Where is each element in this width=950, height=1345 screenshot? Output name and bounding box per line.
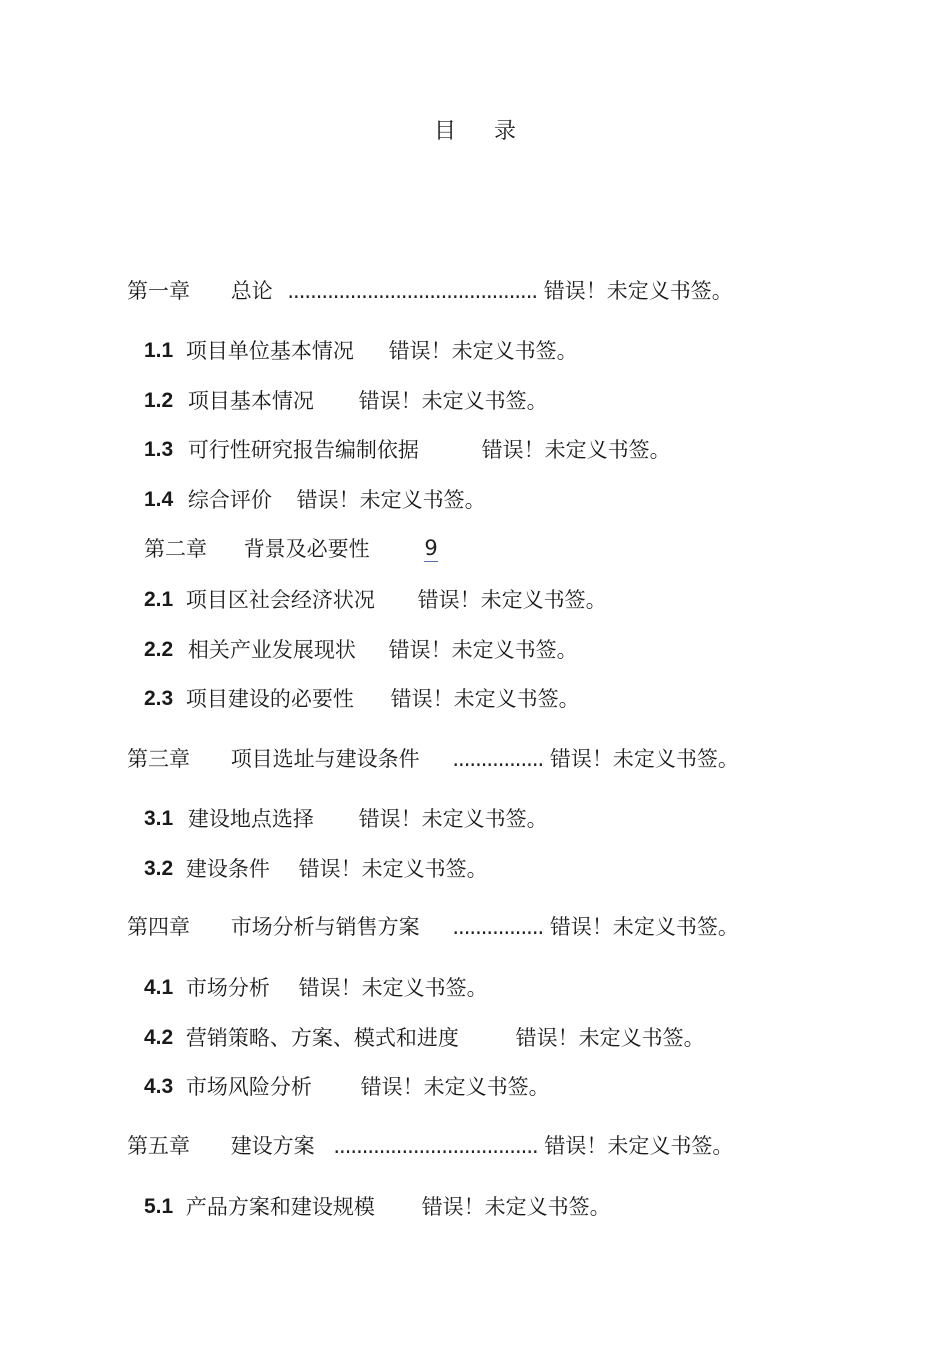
toc-entry-section[interactable] <box>144 1021 705 1055</box>
toc-entry-section[interactable] <box>144 633 578 667</box>
toc-entry-chapter-4[interactable] <box>127 910 739 944</box>
page-ref-link[interactable]: 9 <box>424 536 438 560</box>
section-number: 1.3 <box>144 438 174 461</box>
chapter-label: 第五章 <box>127 1134 190 1158</box>
page-ref[interactable]: 错误！未定义书签。 <box>358 807 548 831</box>
toc-leader: ................ <box>452 747 544 771</box>
page-ref[interactable]: 错误！未定义书签。 <box>388 638 578 662</box>
toc-leader: ............................................ <box>287 279 538 303</box>
section-title: 产品方案和建设规模 <box>185 1195 375 1219</box>
page-ref[interactable]: 错误！未定义书签。 <box>296 488 486 512</box>
section-title: 营销策略、方案、模式和进度 <box>185 1026 459 1050</box>
toc-entry-section[interactable] <box>144 1190 611 1224</box>
page-ref[interactable]: 错误！未定义书签。 <box>390 687 580 711</box>
section-number: 1.2 <box>144 389 174 412</box>
section-title: 建设地点选择 <box>187 807 314 831</box>
page-ref[interactable]: 错误！未定义书签。 <box>298 976 488 1000</box>
page-ref[interactable]: 错误！未定义书签。 <box>388 339 578 363</box>
page-ref[interactable]: 错误！未定义书签。 <box>543 279 733 303</box>
toc-title-char: 目 <box>433 119 456 144</box>
page-ref[interactable]: 错误！未定义书签。 <box>515 1026 705 1050</box>
chapter-title: 总论 <box>230 279 273 303</box>
chapter-title: 建设方案 <box>230 1134 315 1158</box>
toc-entry-section[interactable] <box>144 384 548 418</box>
page-ref[interactable]: 错误！未定义书签。 <box>358 389 548 413</box>
toc-entry-section[interactable] <box>144 682 580 716</box>
toc-entry-section[interactable] <box>144 852 488 886</box>
chapter-label: 第四章 <box>127 915 190 939</box>
toc-entry-chapter-2[interactable] <box>144 532 438 566</box>
page-ref[interactable]: 错误！未定义书签。 <box>549 915 739 939</box>
toc-entry-section[interactable] <box>144 334 578 368</box>
chapter-title: 市场分析与销售方案 <box>230 915 420 939</box>
chapter-label: 第二章 <box>144 537 207 561</box>
page-ref[interactable]: 错误！未定义书签。 <box>417 588 607 612</box>
page-ref[interactable]: 错误！未定义书签。 <box>481 438 671 462</box>
section-title: 可行性研究报告编制依据 <box>187 438 419 462</box>
section-number: 3.1 <box>144 807 174 830</box>
toc-leader: .................................... <box>333 1134 538 1158</box>
section-title: 综合评价 <box>187 488 272 512</box>
section-number: 1.4 <box>144 488 174 511</box>
chapter-label: 第三章 <box>127 747 190 771</box>
section-title: 市场分析 <box>185 976 270 1000</box>
section-title: 项目单位基本情况 <box>185 339 354 363</box>
page-ref[interactable]: 错误！未定义书签。 <box>549 747 739 771</box>
page-ref[interactable]: 错误！未定义书签。 <box>360 1075 550 1099</box>
section-title: 市场风险分析 <box>185 1075 312 1099</box>
section-title: 相关产业发展现状 <box>187 638 356 662</box>
toc-title <box>0 114 950 145</box>
section-title: 项目区社会经济状况 <box>185 588 375 612</box>
toc-entry-section[interactable] <box>144 583 607 617</box>
section-number: 1.1 <box>144 339 174 362</box>
toc-entry-section[interactable] <box>144 1070 550 1104</box>
section-number: 3.2 <box>144 857 174 880</box>
section-number: 4.2 <box>144 1026 174 1049</box>
section-number: 5.1 <box>144 1195 174 1218</box>
section-number: 2.2 <box>144 638 174 661</box>
toc-entry-section[interactable] <box>144 971 488 1005</box>
chapter-title: 背景及必要性 <box>243 537 370 561</box>
section-number: 4.3 <box>144 1075 174 1098</box>
section-title: 项目基本情况 <box>187 389 314 413</box>
chapter-label: 第一章 <box>127 279 190 303</box>
toc-entry-section[interactable] <box>144 802 548 836</box>
toc-entry-chapter-1[interactable] <box>127 274 733 308</box>
page-ref[interactable]: 错误！未定义书签。 <box>544 1134 734 1158</box>
section-title: 项目建设的必要性 <box>185 687 354 711</box>
toc-entry-chapter-3[interactable] <box>127 742 739 776</box>
section-number: 4.1 <box>144 976 174 999</box>
section-number: 2.3 <box>144 687 174 710</box>
section-number: 2.1 <box>144 588 174 611</box>
page-ref[interactable]: 错误！未定义书签。 <box>298 857 488 881</box>
toc-entry-chapter-5[interactable] <box>127 1129 733 1163</box>
section-title: 建设条件 <box>185 857 270 881</box>
chapter-title: 项目选址与建设条件 <box>230 747 420 771</box>
page-ref[interactable]: 错误！未定义书签。 <box>421 1195 611 1219</box>
toc-leader: ................ <box>452 915 544 939</box>
toc-entry-section[interactable] <box>144 483 486 517</box>
toc-entry-section[interactable] <box>144 433 671 467</box>
toc-title-char: 录 <box>494 119 517 144</box>
